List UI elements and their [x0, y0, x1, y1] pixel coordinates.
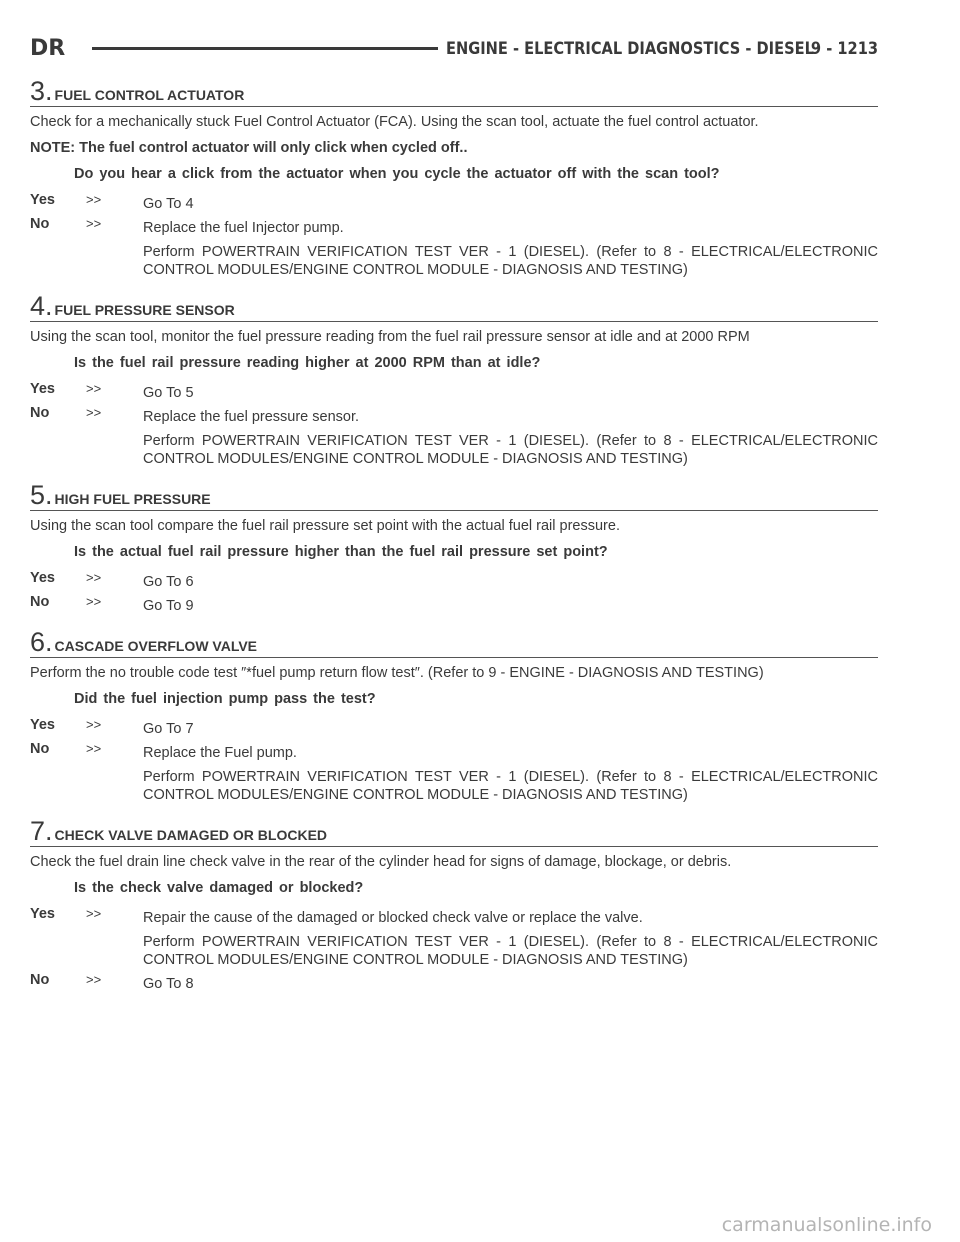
- answer-followup: Perform POWERTRAIN VERIFICATION TEST VER - 1 (DIESEL). (Refer to 8 - ELECTRICAL/ELECTRONIC CONTROL MODULES/ENGINE CONTROL MODULE - DIAGNOSIS AND TESTING): [143, 769, 878, 803]
- step-heading: [30, 629, 878, 658]
- answer-followup: Perform POWERTRAIN VERIFICATION TEST VER - 1 (DIESEL). (Refer to 8 - ELECTRICAL/ELECTRONIC CONTROL MODULES/ENGINE CONTROL MODULE - DIAGNOSIS AND TESTING): [143, 244, 878, 278]
- answer-label: Yes: [30, 717, 55, 733]
- step-3: [30, 78, 878, 279]
- step-heading: [30, 293, 878, 322]
- answer-action: Replace the Fuel pump.: [143, 745, 297, 761]
- answer-body: [143, 905, 878, 969]
- answer-label: No: [30, 594, 50, 610]
- answer-arrow: >>: [86, 741, 102, 756]
- answer-no: [30, 740, 878, 804]
- step-instruction: Using the scan tool compare the fuel rail pressure set point with the actual fuel rail pressure.: [30, 518, 620, 534]
- step-number: 3.: [30, 76, 53, 106]
- answer-yes: [30, 380, 878, 402]
- step-question: Do you hear a click from the actuator when you cycle the actuator off with the scan tool?: [74, 166, 720, 182]
- step-5: [30, 482, 878, 615]
- answer-label: No: [30, 216, 50, 232]
- answer-body: [143, 569, 878, 591]
- step-instruction: Check the fuel drain line check valve in the rear of the cylinder head for signs of damage, blockage, or debris.: [30, 854, 732, 870]
- answer-body: [143, 380, 878, 402]
- step-number: 4.: [30, 291, 53, 321]
- answer-no: [30, 404, 878, 468]
- answer-yes: [30, 191, 878, 213]
- answer-body: [143, 971, 878, 993]
- answer-arrow: >>: [86, 717, 102, 732]
- answer-arrow: >>: [86, 405, 102, 420]
- answer-label: No: [30, 405, 50, 421]
- step-title: CASCADE OVERFLOW VALVE: [54, 638, 258, 654]
- answer-action: Repair the cause of the damaged or blocked check valve or replace the valve.: [143, 910, 643, 926]
- step-instruction: Check for a mechanically stuck Fuel Control Actuator (FCA). Using the scan tool, actuate the fuel control actuator.: [30, 114, 759, 130]
- answer-label: No: [30, 972, 50, 988]
- answer-followup: Perform POWERTRAIN VERIFICATION TEST VER - 1 (DIESEL). (Refer to 8 - ELECTRICAL/ELECTRONIC CONTROL MODULES/ENGINE CONTROL MODULE - DIAGNOSIS AND TESTING): [143, 433, 878, 467]
- answer-arrow: >>: [86, 192, 102, 207]
- header-rule: [92, 47, 438, 50]
- step-4: [30, 293, 878, 468]
- answer-no: [30, 593, 878, 615]
- answer-label: Yes: [30, 192, 55, 208]
- answer-arrow: >>: [86, 594, 102, 609]
- step-number: 6.: [30, 627, 53, 657]
- answer-arrow: >>: [86, 972, 102, 987]
- answer-no: [30, 215, 878, 279]
- step-title: FUEL CONTROL ACTUATOR: [54, 87, 245, 103]
- header-page-number: 9 - 1213: [810, 39, 878, 59]
- answer-label: Yes: [30, 381, 55, 397]
- step-title: HIGH FUEL PRESSURE: [54, 491, 211, 507]
- answer-label: No: [30, 741, 50, 757]
- answer-action: Go To 6: [143, 574, 194, 590]
- answer-action: Go To 4: [143, 196, 194, 212]
- step-6: [30, 629, 878, 804]
- step-heading: [30, 482, 878, 511]
- answer-label: Yes: [30, 906, 55, 922]
- step-note: NOTE: The fuel control actuator will only click when cycled off..: [30, 140, 468, 156]
- step-heading: [30, 78, 878, 107]
- step-number: 7.: [30, 816, 53, 846]
- step-heading: [30, 818, 878, 847]
- answer-body: [143, 716, 878, 738]
- answer-body: [143, 191, 878, 213]
- answer-action: Go To 9: [143, 598, 194, 614]
- answer-arrow: >>: [86, 216, 102, 231]
- answer-action: Replace the fuel pressure sensor.: [143, 409, 360, 425]
- header-section-title: ENGINE - ELECTRICAL DIAGNOSTICS - DIESEL: [446, 39, 814, 59]
- step-question: Is the actual fuel rail pressure higher than the fuel rail pressure set point?: [74, 544, 608, 560]
- answer-yes: [30, 716, 878, 738]
- answer-body: [143, 215, 878, 279]
- answer-followup: Perform POWERTRAIN VERIFICATION TEST VER - 1 (DIESEL). (Refer to 8 - ELECTRICAL/ELECTRONIC CONTROL MODULES/ENGINE CONTROL MODULE - DIAGNOSIS AND TESTING): [143, 934, 878, 968]
- step-7: [30, 818, 878, 993]
- answer-arrow: >>: [86, 381, 102, 396]
- answer-body: [143, 593, 878, 615]
- step-instruction: Perform the no trouble code test ″*fuel pump return flow test″. (Refer to 9 - ENGINE - DIAGNOSIS AND TESTING): [30, 665, 764, 681]
- answer-arrow: >>: [86, 906, 102, 921]
- source-watermark: carmanualsonline.info: [721, 1214, 932, 1236]
- step-question: Is the check valve damaged or blocked?: [74, 880, 364, 896]
- step-number: 5.: [30, 480, 53, 510]
- answer-action: Go To 8: [143, 976, 194, 992]
- step-title: FUEL PRESSURE SENSOR: [54, 302, 235, 318]
- step-question: Is the fuel rail pressure reading higher at 2000 RPM than at idle?: [74, 355, 541, 371]
- step-title: CHECK VALVE DAMAGED OR BLOCKED: [54, 827, 328, 843]
- step-question: Did the fuel injection pump pass the test?: [74, 691, 376, 707]
- answer-action: Go To 7: [143, 721, 194, 737]
- page-header: [30, 34, 878, 64]
- answer-yes: [30, 905, 878, 969]
- answer-arrow: >>: [86, 570, 102, 585]
- answer-body: [143, 404, 878, 468]
- diagnostic-steps: [30, 78, 878, 1007]
- step-instruction: Using the scan tool, monitor the fuel pressure reading from the fuel rail pressure sensor at idle and at 2000 RPM: [30, 329, 750, 345]
- answer-action: Replace the fuel Injector pump.: [143, 220, 344, 236]
- answer-label: Yes: [30, 570, 55, 586]
- answer-no: [30, 971, 878, 993]
- answer-body: [143, 740, 878, 804]
- answer-action: Go To 5: [143, 385, 194, 401]
- answer-yes: [30, 569, 878, 591]
- header-model-code: DR: [30, 36, 66, 61]
